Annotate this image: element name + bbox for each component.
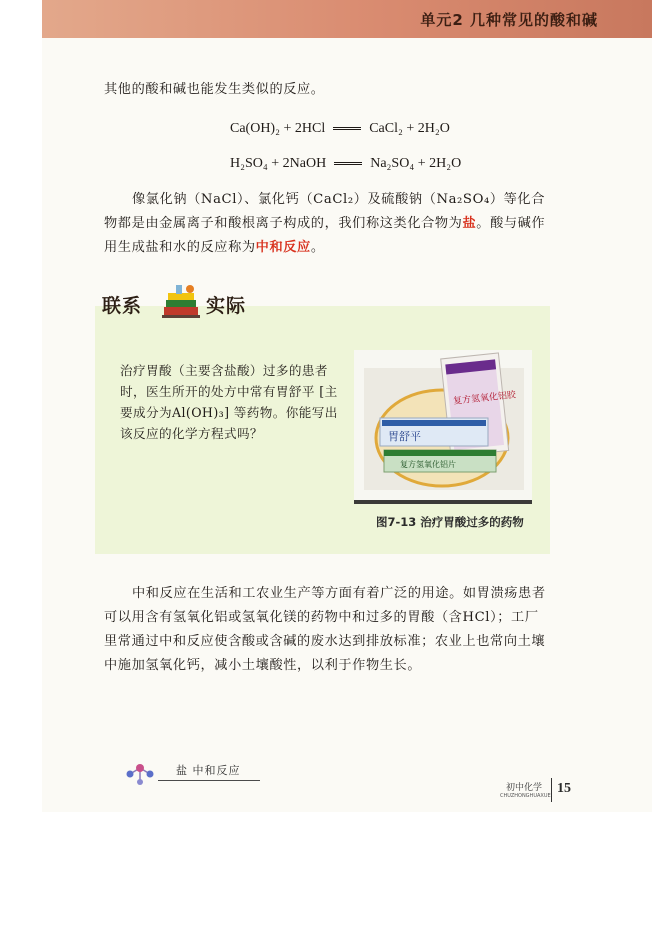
footer-divider	[158, 780, 260, 781]
application-paragraph: 中和反应在生活和工农业生产等方面有着广泛的用途。如胃溃疡患者可以用含有氢氧化铝或氢氧化镁的药物中和过多的胃酸（含HCl）；工厂里常通过中和反应使含酸或含碱的废水达到排放标准；农业上也常向土壤中施加氢氧化钙，减小土壤酸性，以利于作物生长。	[104, 586, 546, 673]
banner-label-practice: 实际	[206, 295, 247, 317]
definition-part-3: 。	[310, 240, 325, 255]
page-number: 15	[557, 781, 571, 796]
term-neutralization: 中和反应	[255, 240, 311, 255]
page-number-divider	[551, 778, 552, 802]
figure-caption: 图7-13 治疗胃酸过多的药物	[376, 515, 524, 529]
series-pinyin: CHUZHONGHUAXUE	[500, 793, 551, 799]
banner-label-connect: 联系	[102, 295, 143, 317]
footer-section: 盐 中和反应	[176, 764, 241, 777]
equation-2-left: H₂SO₄ + 2NaOH	[230, 156, 327, 171]
package-label-2: 复方氢氧化铝片	[400, 460, 456, 469]
books-icon	[158, 283, 204, 323]
equation-1-left: Ca(OH)₂ + 2HCl	[230, 121, 326, 136]
practice-banner	[100, 283, 270, 323]
unit-title: 单元2 几种常见的酸和碱	[420, 11, 598, 29]
package-label-1: 胃舒平	[388, 430, 421, 443]
equation-1	[230, 121, 450, 137]
medicine-photo	[354, 350, 532, 504]
intro-text: 其他的酸和碱也能发生类似的反应。	[104, 82, 325, 97]
equation-2-sign	[334, 162, 362, 165]
package-label-3: 复方氢氧化铝胶	[452, 390, 517, 407]
definition-part-1: 像氯化钠（NaCl）、氯化钙（CaCl₂）及硫酸钠（Na₂SO₄）等化合物都是由金属离子和酸根离子构成的，我们称这类化合物为	[104, 192, 546, 231]
equation-2	[230, 156, 461, 172]
term-salt: 盐	[462, 216, 477, 231]
definition-paragraph	[104, 188, 552, 260]
medicine-packages-image	[354, 350, 532, 500]
equation-1-right: CaCl₂ + 2H₂O	[369, 121, 450, 136]
equation-1-sign	[333, 127, 361, 130]
equation-2-right: Na₂SO₄ + 2H₂O	[370, 156, 462, 171]
definition-part-2: 。酸与碱作用生成盐和水的反应称为	[104, 216, 546, 255]
practice-question: 治疗胃酸（主要含盐酸）过多的患者时，医生所开的处方中常有胃舒平 [主要成分为Al(OH)₃] 等药物。你能写出该反应的化学方程式吗？	[120, 363, 338, 441]
molecule-icon	[122, 760, 158, 788]
series-name: 初中化学	[506, 783, 543, 793]
